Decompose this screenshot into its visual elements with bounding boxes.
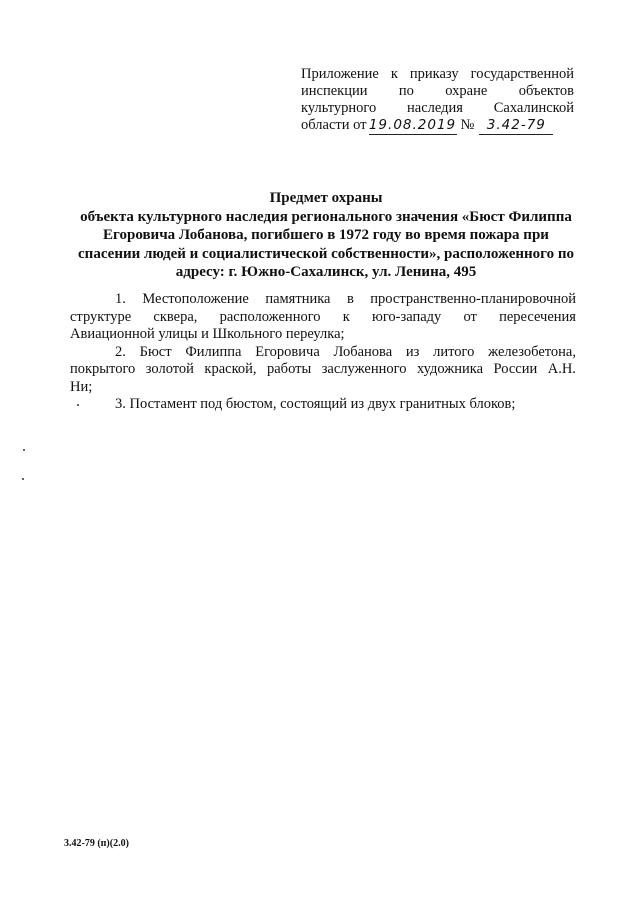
- appendix-header: [301, 66, 574, 135]
- document-code: 3.42-79 (п)(2.0): [64, 838, 129, 849]
- title-line-4: спасении людей и социалистической собственности», расположенного по: [78, 245, 574, 262]
- appendix-line-1: Приложение к приказу государственной: [301, 66, 574, 82]
- appendix-line-2: инспекции по охране объектов: [301, 83, 574, 99]
- title-line-3: Егоровича Лобанова, погибшего в 1972 году во время пожара при: [103, 227, 549, 243]
- scan-speck: [23, 449, 25, 451]
- title-line-5: адресу: г. Южно-Сахалинск, ул. Ленина, 495: [175, 264, 477, 280]
- list-item-2: 2. Бюст Филиппа Егоровича Лобанова из литого железобетона, покрытого золотой краской, работы заслуженного художника России А.Н. Ни;: [70, 343, 576, 395]
- list-item-1: 1. Местоположение памятника в пространственно-планировочной структуре сквера, расположенного к юго-западу от пересечения Авиационной улицы и Школьного переулка;: [70, 291, 576, 342]
- scan-speck: [22, 478, 24, 480]
- list-item-3: 3. Постамент под бюстом, состоящий из двух гранитных блоков;: [115, 396, 516, 412]
- document-title: [56, 189, 596, 282]
- handwritten-date: 19.08.2019: [368, 117, 457, 133]
- scan-speck: [77, 404, 79, 406]
- appendix-line-3: культурного наследия Сахалинской: [301, 100, 574, 116]
- protection-items-list: [70, 291, 576, 414]
- handwritten-order-number: 3.42-79: [479, 117, 553, 135]
- number-sign: №: [460, 117, 475, 133]
- title-line-2: объекта культурного наследия регионального значения «Бюст Филиппа: [80, 208, 572, 225]
- appendix-line-4: области от 19.08.2019 № 3.42-79: [301, 117, 574, 135]
- title-line-1: Предмет охраны: [269, 190, 383, 206]
